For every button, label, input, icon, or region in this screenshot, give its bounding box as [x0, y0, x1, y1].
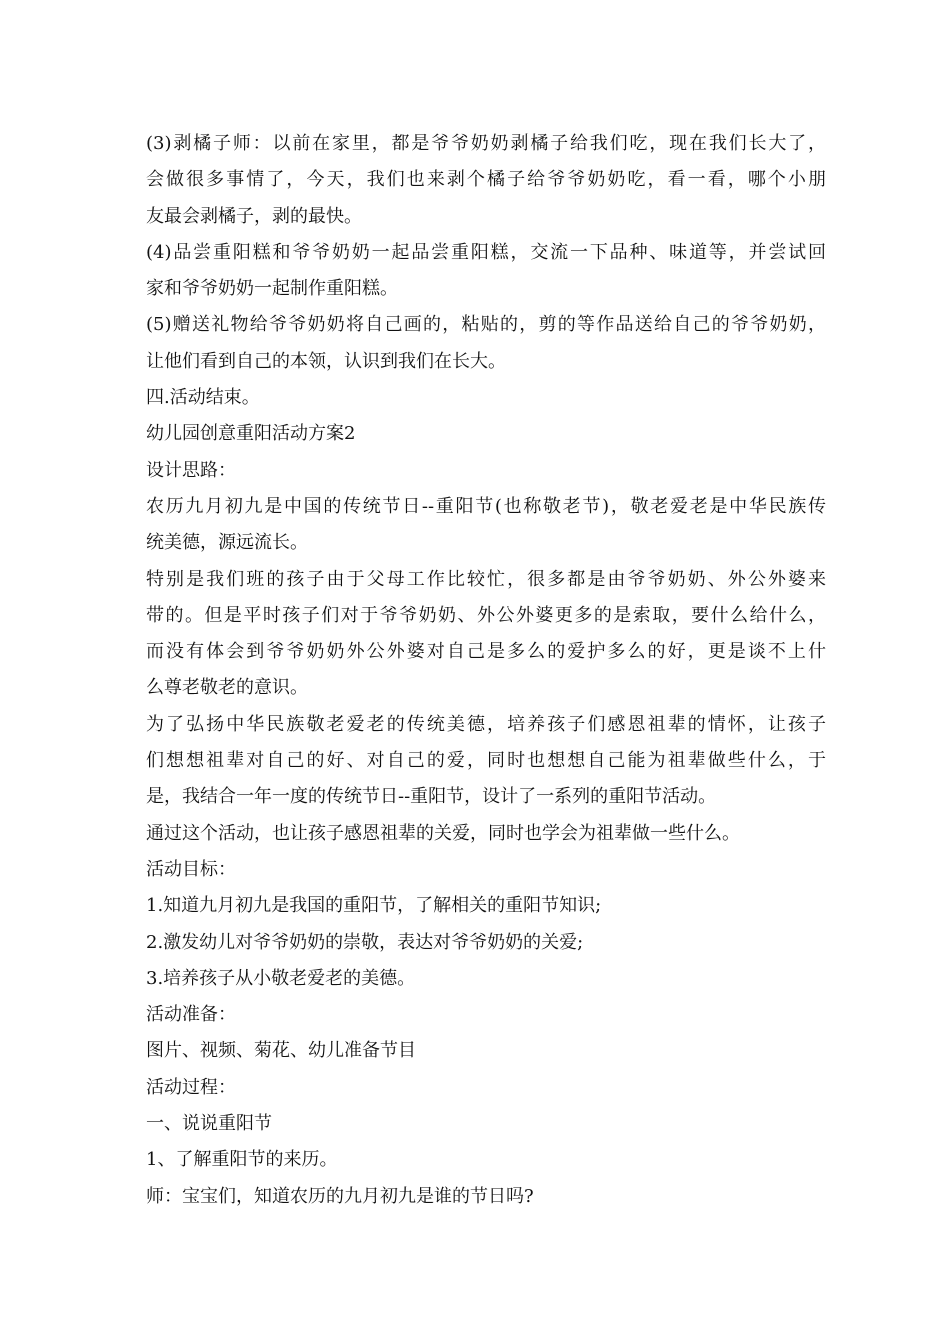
text-line: 1、了解重阳节的来历。: [146, 1149, 338, 1171]
text-line: 么尊老敬老的意识。: [146, 677, 308, 699]
text-line: 特别是我们班的孩子由于父母工作比较忙，很多都是由爷爷奶奶、外公外婆来: [146, 568, 826, 590]
text-line: 家和爷爷奶奶一起制作重阳糕。: [146, 278, 398, 300]
text-line: (4)品尝重阳糕和爷爷奶奶一起品尝重阳糕，交流一下品种、味道等，并尝试回: [146, 241, 826, 263]
text-line: (5)赠送礼物给爷爷奶奶将自己画的，粘贴的，剪的等作品送给自己的爷爷奶奶，: [146, 314, 826, 336]
text-line: (3)剥橘子师：以前在家里，都是爷爷奶奶剥橘子给我们吃，现在我们长大了，: [146, 133, 826, 154]
text-line: 让他们看到自己的本领，认识到我们在长大。: [146, 350, 506, 372]
text-line: 1.知道九月初九是我国的重阳节，了解相关的重阳节知识;: [146, 895, 602, 917]
text-line: 活动过程：: [146, 1076, 236, 1098]
text-line: 师：宝宝们，知道农历的九月初九是谁的节日吗?: [146, 1185, 534, 1207]
text-line: 通过这个活动，也让孩子感恩祖辈的关爱，同时也学会为祖辈做一些什么。: [146, 822, 740, 844]
text-line: 活动目标：: [146, 858, 236, 880]
text-line: 图片、视频、菊花、幼儿准备节目: [146, 1040, 416, 1062]
text-line: 是，我结合一年一度的传统节日--重阳节，设计了一系列的重阳节活动。: [146, 786, 717, 808]
text-line: 会做很多事情了，今天，我们也来剥个橘子给爷爷奶奶吃，看一看，哪个小朋: [146, 169, 826, 191]
text-line: 友最会剥橘子，剥的最快。: [146, 205, 362, 227]
text-line: 2.激发幼儿对爷爷奶奶的崇敬，表达对爷爷奶奶的关爱;: [146, 931, 584, 953]
text-line: 而没有体会到爷爷奶奶外公外婆对自己是多么的爱护多么的好，更是谈不上什: [146, 641, 826, 663]
text-line: 四.活动结束。: [146, 387, 260, 409]
text-line: 统美德，源远流长。: [146, 532, 308, 554]
text-line: 一、说说重阳节: [146, 1113, 272, 1135]
text-line: 幼儿园创意重阳活动方案2: [146, 423, 356, 445]
text-line: 为了弘扬中华民族敬老爱老的传统美德，培养孩子们感恩祖辈的情怀，让孩子: [146, 713, 826, 735]
text-line: 3.培养孩子从小敬老爱老的美德。: [146, 967, 416, 989]
text-line: 带的。但是平时孩子们对于爷爷奶奶、外公外婆更多的是索取，要什么给什么，: [146, 604, 826, 626]
text-line: 设计思路：: [146, 459, 236, 481]
text-line: 活动准备：: [146, 1004, 236, 1026]
document-body: [146, 126, 826, 1215]
text-line: 们想想祖辈对自己的好、对自己的爱，同时也想想自己能为祖辈做些什么，于: [146, 750, 826, 772]
text-line: 农历九月初九是中国的传统节日--重阳节(也称敬老节)，敬老爱老是中华民族传: [146, 495, 826, 517]
